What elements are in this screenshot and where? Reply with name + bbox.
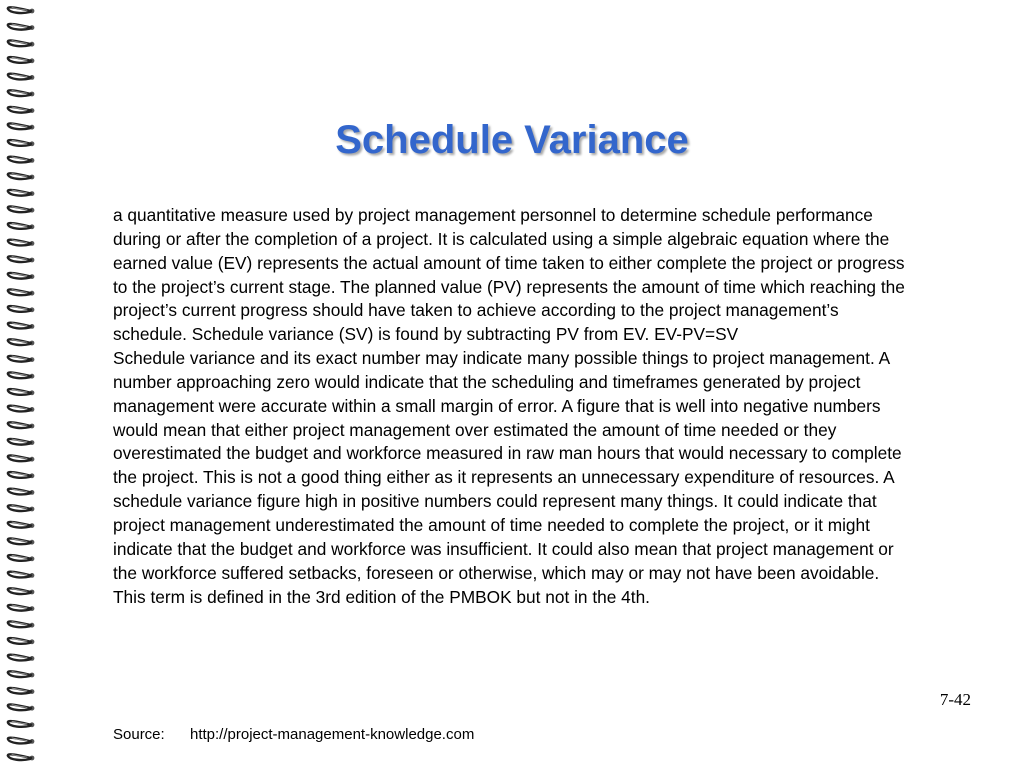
spiral-ring <box>8 389 35 395</box>
spiral-ring <box>8 240 35 246</box>
slide-body <box>113 204 913 609</box>
spiral-ring <box>8 754 35 760</box>
source-line <box>113 726 474 743</box>
spiral-ring <box>8 538 35 544</box>
spiral-ring <box>8 671 35 677</box>
spiral-ring <box>8 339 35 345</box>
spiral-ring <box>8 7 35 13</box>
spiral-ring <box>8 57 35 63</box>
spiral-ring <box>8 40 35 46</box>
spiral-ring <box>8 688 35 694</box>
spiral-ring <box>8 372 35 378</box>
spiral-ring <box>8 190 35 196</box>
binding-ring-wire <box>8 522 31 528</box>
spiral-ring <box>8 223 35 229</box>
binding-ring-wire <box>8 538 31 544</box>
binding-ring-wire <box>8 605 31 611</box>
spiral-ring <box>8 256 35 262</box>
spiral-ring <box>8 173 35 179</box>
binding-ring-wire <box>8 372 31 378</box>
spiral-ring <box>8 90 35 96</box>
binding-ring-wire <box>8 356 31 362</box>
binding-ring-wire <box>8 90 31 96</box>
spiral-ring <box>8 323 35 329</box>
binding-ring-wire <box>8 40 31 46</box>
binding-ring-wire <box>8 555 31 561</box>
spiral-ring <box>8 356 35 362</box>
binding-ring-wire <box>8 339 31 345</box>
spiral-ring <box>8 439 35 445</box>
binding-ring-wire <box>8 7 31 13</box>
binding-ring-wire <box>8 256 31 262</box>
spiral-ring <box>8 107 35 113</box>
spiral-binding <box>0 0 44 768</box>
spiral-ring <box>8 406 35 412</box>
binding-ring-wire <box>8 422 31 428</box>
source-label: Source: <box>113 726 165 743</box>
binding-ring-wire <box>8 754 31 760</box>
spiral-ring <box>8 704 35 710</box>
note-paragraph: This term is defined in the 3rd edition of the PMBOK but not in the 4th. <box>113 586 650 607</box>
binding-ring-wire <box>8 588 31 594</box>
spiral-ring <box>8 588 35 594</box>
spiral-ring <box>8 655 35 661</box>
spiral-ring <box>8 273 35 279</box>
binding-ring-wire <box>8 24 31 30</box>
binding-ring-wire <box>8 190 31 196</box>
spiral-ring <box>8 721 35 727</box>
binding-ring-wire <box>8 455 31 461</box>
spiral-ring <box>8 605 35 611</box>
spiral-ring <box>8 74 35 80</box>
spiral-ring <box>8 206 35 212</box>
binding-ring-wire <box>8 704 31 710</box>
binding-ring-wire <box>8 489 31 495</box>
spiral-ring <box>8 472 35 478</box>
spiral-ring <box>8 289 35 295</box>
binding-ring-wire <box>8 273 31 279</box>
spiral-ring <box>8 572 35 578</box>
spiral-ring <box>8 738 35 744</box>
binding-ring-wire <box>8 74 31 80</box>
binding-ring-wire <box>8 439 31 445</box>
binding-ring-wire <box>8 572 31 578</box>
binding-ring-wire <box>8 240 31 246</box>
definition-paragraph: a quantitative measure used by project management personnel to determine schedule performance during or after the completion of a project. It is calculated using a simple algebraic equation where the earned value (EV) represents the actual amount of time taken to either complete the project or progress to the project’s current stage. The planned value (PV) represents the amount of time which reaching the project’s current progress should have taken to achieve according to the project management’s schedule. Schedule variance (SV) is found by subtracting PV from EV. EV-PV=SV <box>113 205 905 345</box>
binding-ring-wire <box>8 638 31 644</box>
binding-ring-wire <box>8 406 31 412</box>
binding-ring-wire <box>8 621 31 627</box>
binding-ring-wire <box>8 472 31 478</box>
binding-ring-wire <box>8 738 31 744</box>
spiral-ring <box>8 621 35 627</box>
binding-ring-wire <box>8 57 31 63</box>
binding-ring-wire <box>8 721 31 727</box>
binding-ring-wire <box>8 671 31 677</box>
binding-ring-wire <box>8 323 31 329</box>
page-number: 7-42 <box>939 690 971 709</box>
binding-ring-wire <box>8 655 31 661</box>
binding-ring-wire <box>8 206 31 212</box>
binding-ring-wire <box>8 107 31 113</box>
spiral-ring <box>8 489 35 495</box>
binding-ring-wire <box>8 306 31 312</box>
explanation-paragraph: Schedule variance and its exact number may indicate many possible things to project management. A number approaching zero would indicate that the scheduling and timeframes generated by project management were accurate within a small margin of error. A figure that is well into negative numbers would mean that either project management over estimated the amount of time needed or they overestimated the budget and workforce measured in raw man hours that would necessary to complete the project. This is not a good thing either as it represents an unnecessary expenditure of resources. A schedule variance figure high in positive numbers could represent many things. It could indicate that project management underestimated the amount of time needed to complete the project, or it might indicate that the budget and workforce was insufficient. It could also mean that project management or the workforce suffered setbacks, foreseen or otherwise, which may or may not have been avoidable. <box>113 348 902 583</box>
binding-ring-wire <box>8 223 31 229</box>
source-url: http://project-management-knowledge.com <box>190 726 475 743</box>
binding-ring-wire <box>8 505 31 511</box>
binding-ring-wire <box>8 289 31 295</box>
spiral-ring <box>8 638 35 644</box>
binding-ring-wire <box>8 173 31 179</box>
spiral-ring <box>8 555 35 561</box>
spiral-ring <box>8 422 35 428</box>
spiral-ring <box>8 455 35 461</box>
slide-title: Schedule Variance <box>335 118 689 162</box>
spiral-ring <box>8 505 35 511</box>
spiral-ring <box>8 24 35 30</box>
binding-ring-wire <box>8 688 31 694</box>
spiral-ring <box>8 522 35 528</box>
spiral-ring <box>8 306 35 312</box>
binding-ring-wire <box>8 389 31 395</box>
